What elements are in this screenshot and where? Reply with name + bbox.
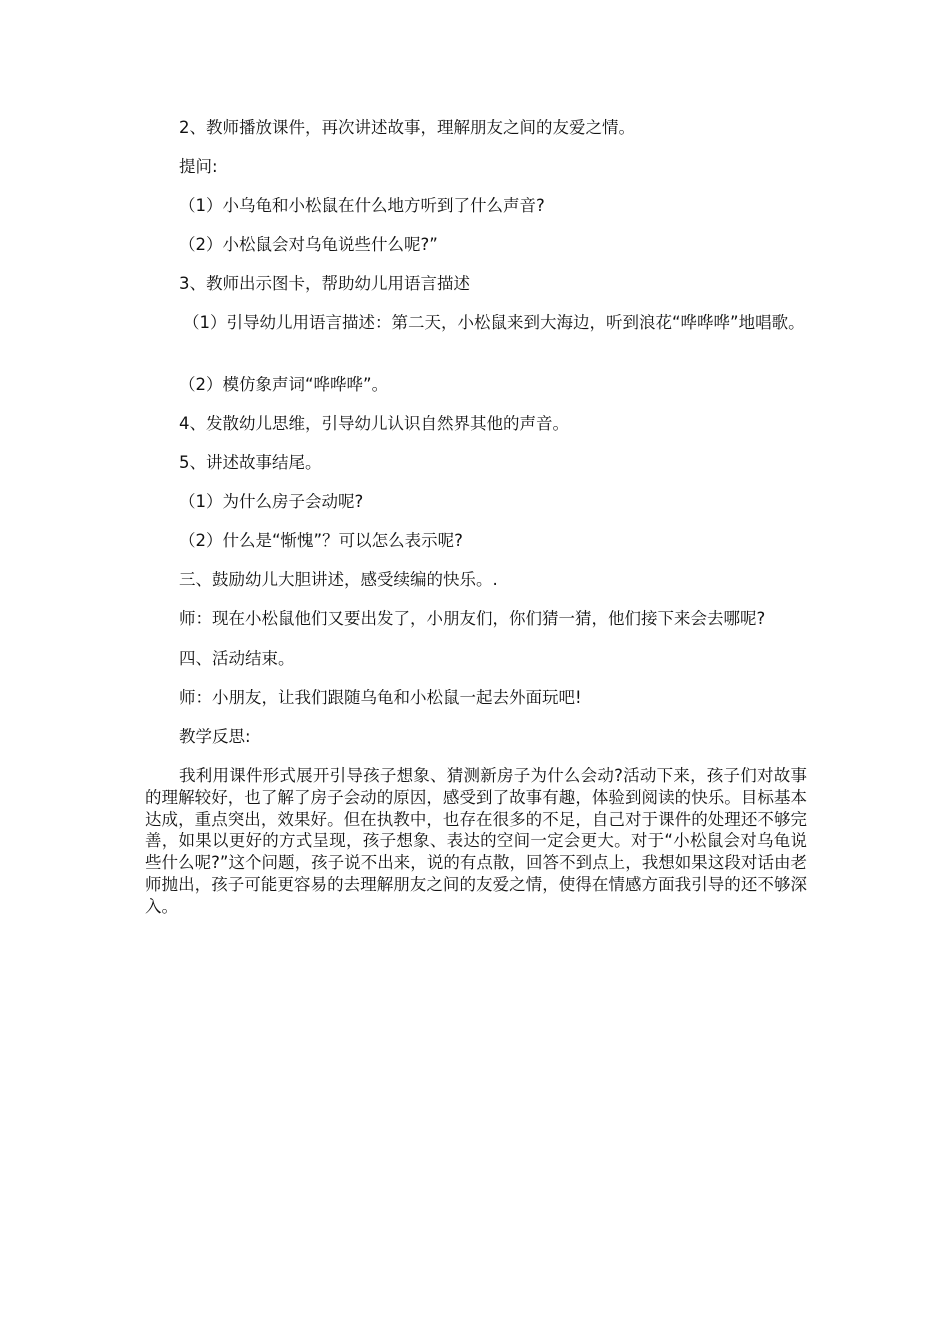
teacher-line-2: 师：小朋友，让我们跟随乌龟和小松鼠一起去外面玩吧! — [179, 688, 582, 707]
reflection-paragraph: 我利用课件形式展开引导孩子想象、猜测新房子为什么会动?活动下来，孩子们对故事的理解较好，也了解了房子会动的原因，感受到了故事有趣，体验到阅读的快乐。目标基本达成，重点突出，效果好。但在执教中，也存在很多的不足，自己对于课件的处理还不够完善，如果以更好的方式呈现，孩子想象、表达的空间一定会更大。对于“小松鼠会对乌龟说些什么呢?”这个问题，孩子说不出来，说的有点散，回答不到点上，我想如果这段对话由老师抛出，孩子可能更容易的去理解朋友之间的友爱之情，使得在情感方面我引导的还不够深入。 — [145, 766, 807, 916]
step-5-item-2: （2）什么是“惭愧”？可以怎么表示呢? — [179, 531, 463, 550]
step-4-line: 4、发散幼儿思维，引导幼儿认识自然界其他的声音。 — [179, 414, 569, 433]
step-3-item-2: （2）模仿象声词“哗哗哗”。 — [179, 375, 389, 394]
section-4-heading: 四、活动结束。 — [179, 649, 295, 668]
question-heading: 提问: — [179, 157, 218, 176]
teacher-line-1: 师：现在小松鼠他们又要出发了，小朋友们，你们猜一猜，他们接下来会去哪呢? — [179, 609, 766, 628]
reflection-heading: 教学反思: — [179, 727, 251, 746]
step-3-item-1: （1）引导幼儿用语言描述：第二天，小松鼠来到大海边，听到浪花“哗哗哗”地唱歌。 — [183, 313, 805, 332]
question-1: （1）小乌龟和小松鼠在什么地方听到了什么声音? — [179, 196, 545, 215]
step-5-item-1: （1）为什么房子会动呢? — [179, 492, 364, 511]
section-3-heading: 三、鼓励幼儿大胆讲述，感受续编的快乐。. — [179, 570, 498, 589]
step-3-line: 3、教师出示图卡，帮助幼儿用语言描述 — [179, 274, 470, 293]
step-5-line: 5、讲述故事结尾。 — [179, 453, 322, 472]
question-2: （2）小松鼠会对乌龟说些什么呢?” — [179, 235, 438, 254]
step-2-line: 2、教师播放课件，再次讲述故事，理解朋友之间的友爱之情。 — [179, 118, 635, 137]
